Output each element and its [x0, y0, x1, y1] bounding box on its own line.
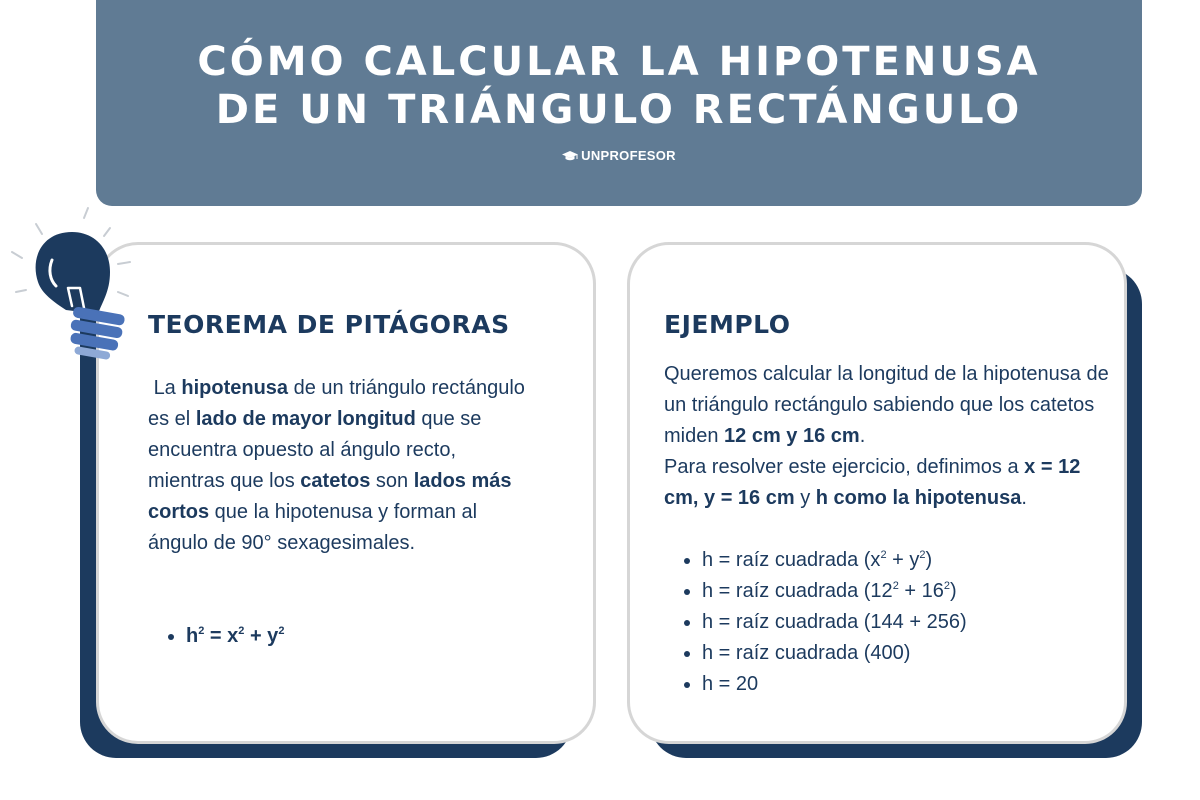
- graduation-cap-icon: [562, 150, 578, 162]
- left-card-title: TEOREMA DE PITÁGORAS: [148, 310, 510, 339]
- term-hipotenusa: hipotenusa: [181, 377, 289, 399]
- term-lado-mayor: lado de mayor longitud: [195, 408, 416, 430]
- title-line-2: DE UN TRIÁNGULO RECTÁNGULO: [215, 87, 1023, 133]
- text-run: Queremos calcular la longitud de la hipotenusa de un triángulo rectángulo sabiendo que los catetos miden: [664, 363, 1109, 447]
- formula-list: [148, 621, 284, 652]
- step-1: • h = raíz cuadrada $(x^2 + y^2)$: [702, 545, 967, 576]
- step-5: • h = 20: [702, 669, 967, 700]
- step-4: • h = raíz cuadrada (400): [702, 638, 967, 669]
- text-run: .: [859, 425, 866, 447]
- text-run: son: [370, 470, 414, 492]
- pythagoras-formula: • $h^2 = x^2 + y^2$: [186, 621, 284, 652]
- title-line-1: CÓMO CALCULAR LA HIPOTENUSA: [197, 39, 1041, 85]
- steps-list: [664, 545, 967, 700]
- term-catetos: catetos: [300, 470, 371, 492]
- term-lados-cortos: lados más cortos: [148, 470, 512, 523]
- catetos-values: 12 cm y 16 cm: [724, 425, 860, 447]
- text-run: que se encuentra opuesto al ángulo recto, mientras que los: [148, 408, 482, 492]
- text-run: que la hipotenusa y forman al ángulo de 90° sexagesimales.: [148, 501, 478, 554]
- h-definition: h como la hipotenusa: [815, 487, 1022, 509]
- text-run: de un triángulo rectángulo es el: [148, 377, 525, 430]
- text-run: Para resolver este ejercicio, definimos a: [664, 456, 1025, 478]
- xy-definition: x = 12 cm, y = 16 cm: [664, 456, 1081, 509]
- step-3: • h = raíz cuadrada (144 + 256): [702, 607, 967, 638]
- text-run: y: [794, 487, 816, 509]
- lightbulb-icon: [6, 206, 136, 366]
- header-banner: [96, 0, 1142, 206]
- page-title: [96, 38, 1142, 134]
- text-run: La: [153, 377, 182, 399]
- step-2: • h = raíz cuadrada $(12^2 + 16^2)$: [702, 576, 967, 607]
- brand-name: UNPROFESOR: [581, 148, 676, 163]
- right-card-title: EJEMPLO: [664, 310, 791, 339]
- brand-logo: [96, 148, 1142, 163]
- left-card-paragraph: [148, 373, 538, 559]
- example-paragraph-1: [664, 359, 1109, 452]
- text-run: .: [1021, 487, 1027, 509]
- example-paragraph-2: [664, 452, 1109, 514]
